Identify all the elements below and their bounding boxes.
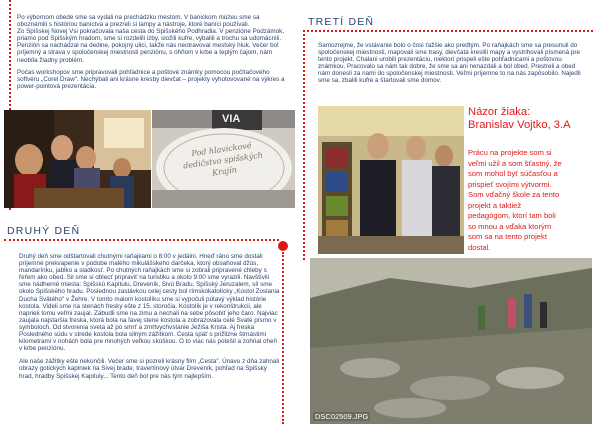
paragraph: Druhý deň sme odštartovali chutnými raňajkami o 8:00 v jedálni. Hneď ráno sme dostali príjemné prekvapenie v podobe malého mikulášskeho darčeka, ktorý obsahoval džús, mandarínku, jablko a sladkosť. Po chutných raňajkách sme si zobrali pripravené chleby s řeřem ako obed. Sil sme si oblecť pripraviť na turistiku a okolo 9:00 sme vyrazili. Navštívili sme nádherné miesta: Spišskú Kapitulu, Dreveník, Sivú Bradu, Spišský Jeruzalem, síl sme okolo Spišského hradu. Poslednou zastávkou celej cesty bol rímskokatolícky „Kostol Zoslania Ducha Svätého" v Žehre. V tomto malom kostolíku sme si vypočuli pútavý výklad histórie kostola. Videli sme na stenách fresky ešte z 15. storočia. Kostolík je v rekonštrukcii, ale napriek tomu veľmi zaujal. Zábudli sme na zimu a nechali na sebe pôsobiť jeho čaro. Najviac zaujala najstaršia freska, ktorá bola na ľavej stene kostola a zobrazovala celé Svaté písmo v symboloch. Od stvorenia sveta až po smrť a zmŕtvychvstanie Ježiša Krista. Aj freska Posledného súdu v strede kostola bola silným zážitkom. Cesta späť s prižlizne štrnástimi kilometrami v nohách bola pre mnohých veľkou skúškou. O to viac nás potešil a zohrial oheň v krbe penziónu. (19, 253, 280, 353)
photo-rocky-hill (310, 258, 592, 424)
drawing-text: Pod hlavickové dedičstvo spišských Krajín (182, 140, 264, 178)
photo-caption: DSC02509.JPG (315, 412, 369, 421)
heading-underline-day3 (303, 30, 593, 32)
quote-line: som sa na tento projekt (468, 232, 547, 241)
quote-line: prispieť svojími výtvormi. (468, 179, 552, 189)
quote-line: Som vďačný škole za tento (468, 190, 560, 199)
right-dotted-rule (303, 30, 305, 260)
photo-drawing (152, 110, 295, 208)
paragraph: Ale naše zážitky ešte nekončili. Večer sme si pozreli krásny film „Cesta". Únavu z dňa zahnali obrazy gotických kaplniek na Sivej brade, travertínový útvar Dreveník, pohľad na Spišský hrad, hradby Spišskej Kapituly... Tento deň bol pre nás tým najlepším. (19, 358, 280, 380)
quote-line: Prácu na projekte som si (468, 148, 552, 157)
quote-title (468, 106, 571, 132)
student-quote (468, 148, 590, 253)
quote-line: pedagógom, ktorí tam boli (468, 211, 556, 220)
middle-dotted-rule (282, 252, 284, 424)
timeline-dot (278, 241, 288, 251)
quote-line: som mohol byť súčasťou a (468, 169, 558, 178)
paragraph: Zo Spišskej Novej Vsi pokračovala naša cesta do Spišského Podhradia. V penzióne Podzámok, priamo pod Spišským hradom, sme si rozdelili izby, složili kufre, vybalili a trochu sa udomácnili. Penzión sa nachádzal na dedine, pokojný ulici, takže nás neotravoval mestský hluk. Večer bol príjemný a strava v spoločenskej miestnosti penziónu, s ohňom v krbe a teplým čajom, nám neobíla žiadny problém. (17, 28, 285, 64)
paragraph: Počas workshopov sme pripravovali pohľadnice a poštové známky pomocou počítačového softvéru „Corel Draw". Nechýbali ani krásne kresby dievčat – projekty vyhotovované na výkres a power-pointová prezentácia. (17, 68, 285, 90)
heading-underline-day2 (4, 239, 279, 241)
intro-text (17, 14, 285, 90)
day2-text (19, 253, 281, 380)
quote-title-label: Názor žiaka: (468, 106, 531, 118)
quote-line: veľmi užil a som šťastný, že (468, 158, 562, 168)
heading-day3: TRETÍ DEŇ (308, 16, 375, 28)
photo-shop-group (318, 106, 464, 254)
paragraph: Po výbornom obede sme sa vydali na prechádzku mestom. V banickom múzeu sme sa oboznámili s históriou baníctva a prezreli si lampy a nástroje, ktoré baníci používali. (17, 14, 260, 29)
photo-restaurant (4, 110, 151, 208)
quote-line: so mnou a vďaka ktorým (468, 221, 552, 231)
quote-line: projekt a taktiež (468, 200, 522, 210)
heading-day2: DRUHÝ DEŇ (7, 225, 81, 237)
shop-sign-text: VIA (222, 113, 241, 125)
day3-text: Samozrejme, že vstávanie bolo o čosi ťažšie ako predtým. Po raňajkách sme sa presunuli do spoločenskej miestnosti, mapovali sme trasy, dievčatá kreslili mapy a vystrihovali písmená pre tento projekt. Chalani urobili prezentáciu, niektorí prispeli ešte pohľadnicami a poštovou známkou. Pracovalo sa nám tak dobre, že sme sa ani nenazdali a bol obed. Prestreli a obed nám donesli za nami do spoločenskej miestnosti. Veľmi príjemne to na nás zapôsobilo. Najedli sme sa, zbalili kufre a štartovali sme domov. (318, 42, 581, 85)
quote-author: Branislav Vojtko, 3.A (468, 119, 571, 131)
quote-line: dostal. (468, 242, 491, 252)
